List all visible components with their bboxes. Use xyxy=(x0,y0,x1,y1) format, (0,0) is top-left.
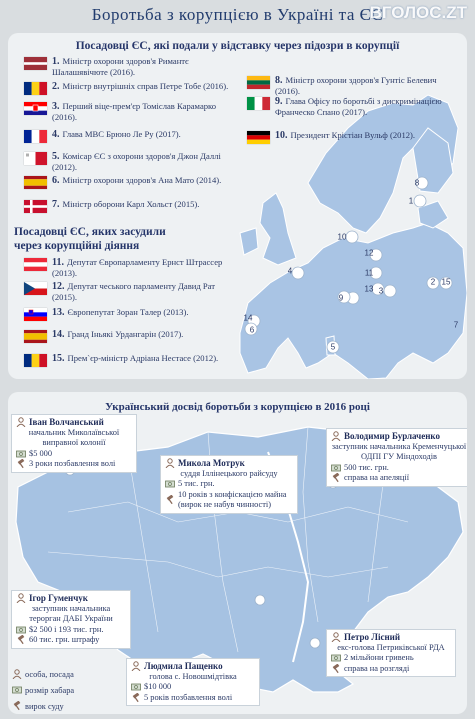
eu-official-description: Європепутат Зоран Талер (2013). xyxy=(67,307,189,317)
card-role: голова с. Новошмідтівка xyxy=(149,671,237,681)
eu-official-description: Перший віце-прем'єр Томіслав Карамарко (2016). xyxy=(52,101,217,122)
card-bribe-row xyxy=(165,479,293,490)
eu-official-item xyxy=(24,175,221,189)
eu-official-description: Прем`єр-міністр Адріана Нестасе (2012). xyxy=(67,353,219,363)
eu-official-number: 15. xyxy=(52,353,65,364)
eu-official-description: Депутат чеського парламенту Давид Рат (2015). xyxy=(52,281,216,302)
eu-official-number: 8. xyxy=(275,75,283,86)
eu-official-number: 3. xyxy=(52,101,60,112)
eu-official-item xyxy=(24,101,237,123)
card-sentence-row xyxy=(331,664,451,675)
official-card xyxy=(326,428,467,487)
card-sentence-row xyxy=(131,693,255,704)
flag-denmark-icon xyxy=(24,200,47,213)
eu-official-text xyxy=(52,353,218,364)
eu-official-number: 10. xyxy=(275,130,288,141)
card-name-row xyxy=(331,632,451,643)
gavel-icon xyxy=(16,459,26,469)
eu-official-text xyxy=(52,101,237,123)
eu-official-text xyxy=(52,257,237,279)
map-number-6: 6 xyxy=(249,325,255,335)
eu-official-number: 12. xyxy=(52,281,65,292)
flag-france-icon xyxy=(24,130,47,143)
map-number-9: 9 xyxy=(338,293,344,303)
person-icon xyxy=(331,632,341,642)
card-bribe: $2 500 і 193 тис. грн. xyxy=(29,624,104,634)
eu-official-item xyxy=(247,130,415,144)
legend-sentence-label: вирок суду xyxy=(25,701,64,711)
eu-official-item xyxy=(24,129,181,143)
card-role-row xyxy=(331,442,467,463)
heading-convicted: Посадовці ЄС, яких засудили через корупційні діяння xyxy=(14,226,166,252)
card-name-row xyxy=(16,417,132,428)
card-role-row xyxy=(16,604,126,625)
eu-official-text xyxy=(52,129,181,140)
site-watermark: ВГОЛОС.ZT xyxy=(369,3,467,22)
card-sentence: 5 років позбавлення волі xyxy=(144,692,233,702)
map-number-12: 12 xyxy=(364,248,374,258)
eu-official-number: 14. xyxy=(52,329,65,340)
map-number-10: 10 xyxy=(337,232,347,242)
map-number-13: 13 xyxy=(364,284,374,294)
legend xyxy=(12,666,74,714)
map-number-1: 1 xyxy=(408,196,414,206)
eu-official-number: 5. xyxy=(52,151,60,162)
card-sentence: 10 років з конфіскацією майна (вирок не набув чинності) xyxy=(178,489,287,509)
legend-bribe xyxy=(12,682,74,698)
eu-official-description: Депутат Європарламенту Ернст Штрассер (2013). xyxy=(52,257,223,278)
card-role-row xyxy=(16,428,132,449)
eu-official-number: 2. xyxy=(52,81,60,92)
card-name: Людмила Пащенко xyxy=(144,661,223,671)
card-bribe: 2 мільйони гривень xyxy=(344,653,414,662)
map-number-3: 3 xyxy=(378,286,384,296)
eu-official-item xyxy=(24,151,237,173)
eu-official-item xyxy=(24,199,199,213)
eu-official-description: Міністр охорони здоров'я Гунтіс Белевич (2016). xyxy=(275,75,437,96)
money-icon xyxy=(16,449,26,459)
eu-official-item xyxy=(24,56,237,78)
card-bribe-row xyxy=(131,682,255,693)
map-uk xyxy=(260,193,296,265)
card-name-row xyxy=(131,661,255,672)
gavel-icon xyxy=(16,635,26,645)
eu-official-item xyxy=(24,307,188,321)
card-bribe-row xyxy=(16,449,132,460)
ukraine-panel xyxy=(8,392,467,714)
card-sentence-row xyxy=(331,473,467,484)
ukraine-heading: Український досвід боротьби з корупцією в 2016 році xyxy=(105,401,370,413)
flag-slovenia-icon xyxy=(24,308,47,321)
flag-spain-icon xyxy=(24,176,47,189)
legend-person-label: особа, посада xyxy=(25,669,74,679)
eu-official-text xyxy=(52,151,237,173)
person-icon xyxy=(12,669,22,679)
card-role: суддя Іллінецького райсуду xyxy=(180,468,278,478)
map-ireland xyxy=(240,228,258,255)
eu-official-text xyxy=(52,307,188,318)
eu-official-description: Міністр охорони здоров'я Римантє Шалашявічюте (2016). xyxy=(52,56,189,77)
card-bribe: 5 тис. грн. xyxy=(178,479,215,488)
map-number-7: 7 xyxy=(453,320,459,330)
heading-resigned: Посадовці ЄС, які подали у відставку через підозри в корупції xyxy=(75,40,400,52)
legend-sentence xyxy=(12,698,74,714)
money-icon xyxy=(16,625,26,635)
person-icon xyxy=(16,417,26,427)
flag-malta-icon xyxy=(24,152,47,165)
page-title: Боротьба з корупцією в Україні та ЄС xyxy=(91,5,384,24)
eu-official-text xyxy=(52,56,237,78)
eu-official-description: Міністр внутрішніх справ Петре Тобе (2016). xyxy=(62,81,229,91)
flag-latvia-icon xyxy=(24,57,47,70)
map-number-14: 14 xyxy=(243,313,253,323)
card-name: Ігор Гуменчук xyxy=(29,593,88,603)
official-card xyxy=(11,414,137,473)
card-bribe-row xyxy=(331,653,451,664)
money-icon xyxy=(331,653,341,663)
card-name: Володимир Бурлаченко xyxy=(344,431,441,441)
eu-official-description: Глава Офісу по боротьбі з дискримінацією Франческо Спано (2017). xyxy=(275,96,442,117)
eu-official-item xyxy=(247,96,460,118)
eu-official-description: Гранд Іньякі Урдангарін (2017). xyxy=(67,329,184,339)
card-role: екс-голова Петриківської РДА xyxy=(337,642,445,652)
card-role: начальник Миколаївської виправної колонії xyxy=(28,427,120,447)
eu-official-number: 7. xyxy=(52,199,60,210)
card-bribe: $10 000 xyxy=(144,682,172,691)
gavel-icon xyxy=(12,701,22,711)
card-sentence: справа на розгляді xyxy=(344,663,410,673)
eu-official-item xyxy=(24,257,237,279)
gavel-icon xyxy=(131,693,141,703)
eu-official-number: 11. xyxy=(52,257,64,268)
eu-official-item xyxy=(24,329,183,343)
card-name: Іван Волчанський xyxy=(29,417,104,427)
card-name-row xyxy=(16,593,126,604)
card-sentence: 60 тис. грн. штрафу xyxy=(29,635,100,644)
gavel-icon xyxy=(331,664,341,674)
eu-official-number: 9. xyxy=(275,96,283,107)
map-number-4: 4 xyxy=(287,266,293,276)
person-icon xyxy=(131,661,141,671)
flag-romania-icon xyxy=(24,354,47,367)
card-role-row xyxy=(165,469,293,480)
flag-croatia-icon xyxy=(24,102,47,115)
card-sentence-row xyxy=(16,635,126,646)
card-name-row xyxy=(331,431,467,442)
money-icon xyxy=(131,682,141,692)
card-sentence: справа на апеляції xyxy=(344,473,410,482)
eu-official-item xyxy=(247,75,460,97)
eu-official-item xyxy=(24,281,237,303)
card-role-row xyxy=(131,672,255,683)
flag-italy-icon xyxy=(247,97,270,110)
money-icon xyxy=(165,479,175,489)
card-sentence-row xyxy=(165,490,293,511)
eu-official-number: 6. xyxy=(52,175,60,186)
person-icon xyxy=(165,458,175,468)
eu-official-text xyxy=(52,175,221,186)
official-card xyxy=(126,658,260,706)
card-name: Микола Мотрук xyxy=(178,458,245,468)
flag-lithuania-icon xyxy=(247,76,270,89)
card-role: заступник начальника Кременчуцької ОДПІ ГУ Міндоходів xyxy=(331,441,467,461)
flag-austria-icon xyxy=(24,258,47,271)
official-card xyxy=(11,590,131,649)
official-card xyxy=(160,455,298,514)
eu-official-description: Глава МВС Брюно Ле Ру (2017). xyxy=(62,129,181,139)
eu-official-number: 4. xyxy=(52,129,60,140)
card-bribe-row xyxy=(331,463,467,474)
card-sentence: 3 роки позбавлення волі xyxy=(29,459,116,468)
flag-spain-icon xyxy=(24,330,47,343)
legend-person xyxy=(12,666,74,682)
eu-official-text xyxy=(52,281,237,303)
eu-official-description: Комісар ЄС з охорони здоров'я Джон Даллі (2012). xyxy=(52,151,221,172)
card-bribe-row xyxy=(16,625,126,636)
eu-official-text xyxy=(275,75,460,97)
flag-germany-icon xyxy=(247,131,270,144)
official-card xyxy=(326,629,456,677)
money-icon xyxy=(12,685,22,695)
gavel-icon xyxy=(331,473,341,483)
eu-official-text xyxy=(275,130,415,141)
eu-panel xyxy=(8,33,467,379)
eu-official-text xyxy=(52,81,228,92)
eu-official-number: 1. xyxy=(52,56,60,67)
card-sentence-row xyxy=(16,459,132,470)
flag-romania-icon xyxy=(24,82,47,95)
map-number-8: 8 xyxy=(414,178,420,188)
card-name-row xyxy=(165,458,293,469)
eu-official-description: Міністр охорони здоров'я Ана Мато (2014). xyxy=(62,175,222,185)
person-icon xyxy=(331,431,341,441)
eu-official-description: Президент Крістіан Вульф (2012). xyxy=(290,130,416,140)
card-name: Петро Лісний xyxy=(344,632,401,642)
eu-official-text xyxy=(52,199,199,210)
eu-official-description: Міністр оборони Карл Хольст (2015). xyxy=(62,199,200,209)
map-number-11: 11 xyxy=(364,268,374,278)
money-icon xyxy=(331,463,341,473)
card-role: заступник начальника терорган ДАБІ України xyxy=(29,603,113,623)
eu-official-text xyxy=(275,96,460,118)
map-number-2: 2 xyxy=(430,277,436,287)
gavel-icon xyxy=(165,495,175,505)
card-bribe: $5 000 xyxy=(29,448,53,458)
person-icon xyxy=(16,593,26,603)
eu-official-text xyxy=(52,329,183,340)
flag-czech-icon xyxy=(24,282,47,295)
card-role-row xyxy=(331,643,451,654)
map-number-5: 5 xyxy=(330,342,336,352)
map-number-15: 15 xyxy=(441,277,451,287)
card-bribe: 500 тис. грн. xyxy=(344,462,389,472)
eu-official-item xyxy=(24,353,218,367)
eu-official-item xyxy=(24,81,228,95)
legend-bribe-label: розмір хабара xyxy=(25,685,75,695)
eu-official-number: 13. xyxy=(52,307,65,318)
